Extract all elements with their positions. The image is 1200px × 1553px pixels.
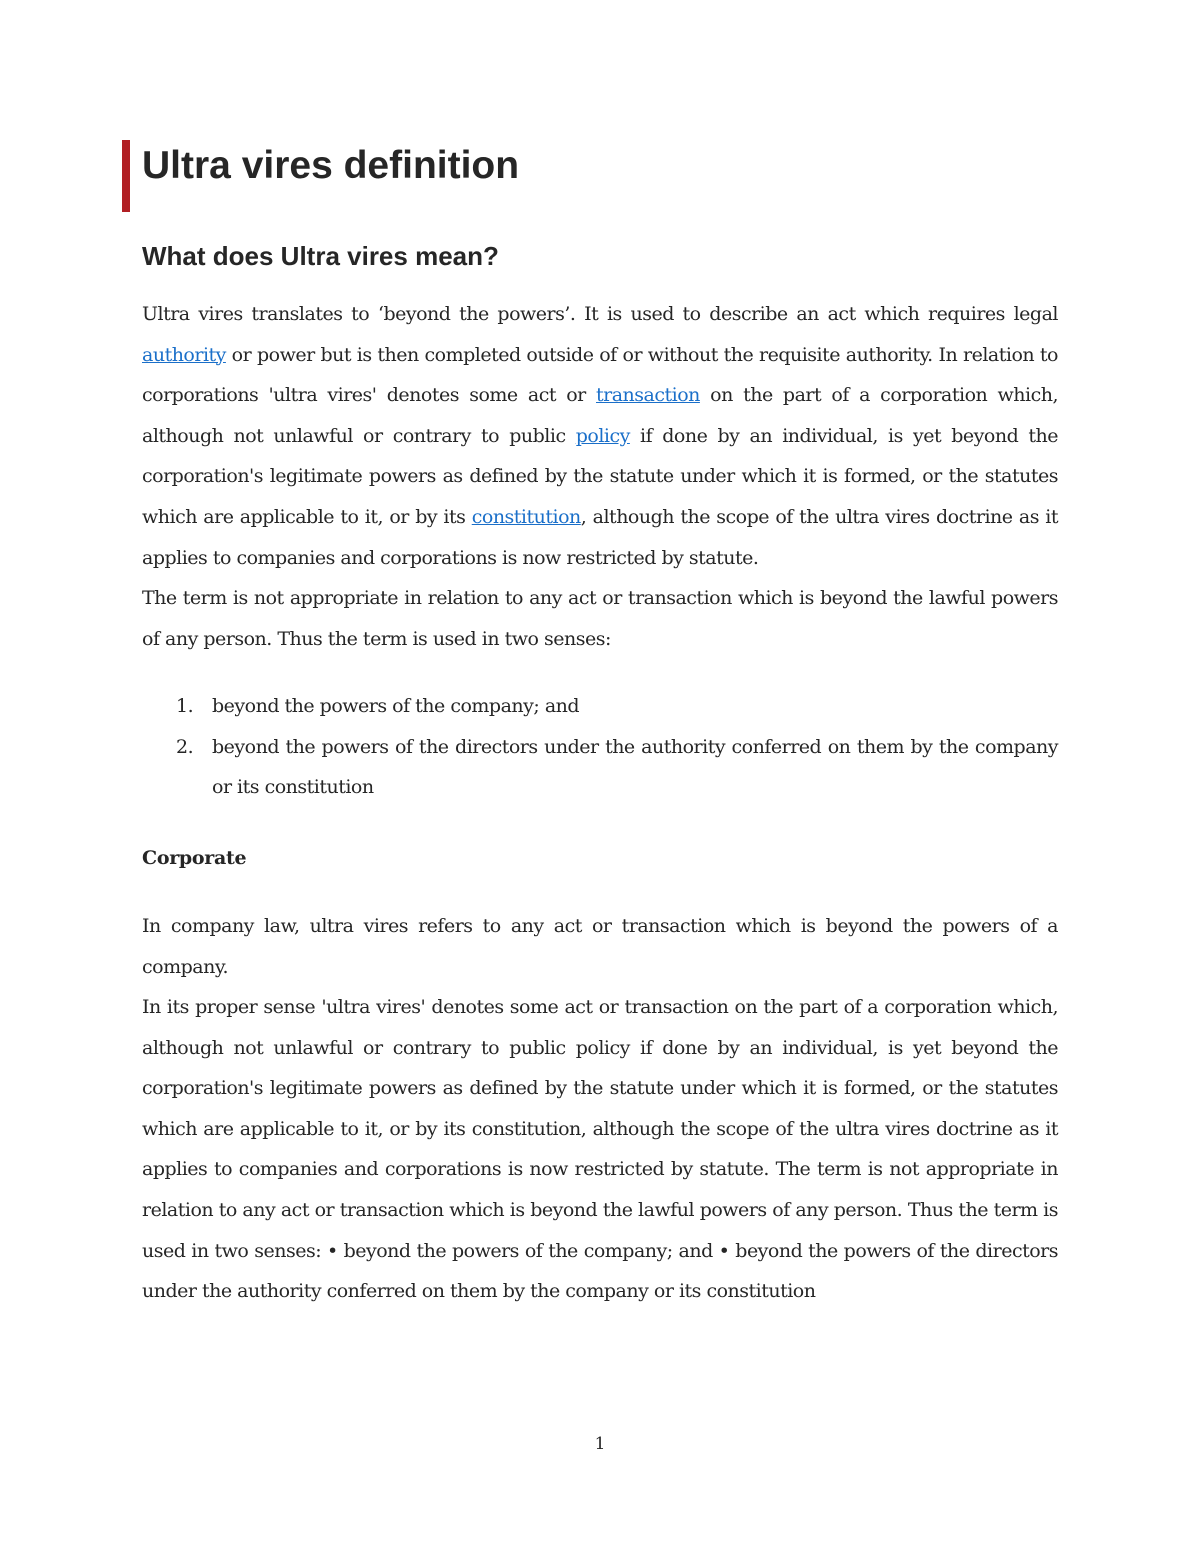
paragraph-company-law: In company law, ultra vires refers to any act or transaction which is beyond the powers of a company. xyxy=(142,915,1058,978)
page-title: Ultra vires definition xyxy=(142,144,520,187)
title-accent-bar xyxy=(122,140,130,212)
page-number: 1 xyxy=(594,1434,606,1454)
list-item-text: beyond the powers of the company; and xyxy=(212,695,580,717)
corporate-heading: Corporate xyxy=(142,847,247,869)
list-item-number: 2. xyxy=(176,735,194,758)
paragraph-text: on the part of a corporation which, although not unlawful or contrary to public xyxy=(142,384,1058,447)
senses-list xyxy=(142,686,1058,808)
list-item xyxy=(142,686,1058,727)
paragraph-text: or power but is then completed outside of or without the requisite authority. In relation to corporations 'ultra vires' denotes some act or xyxy=(142,343,1058,407)
paragraph-text: , although the scope of the ultra vires doctrine as it applies to companies and corporations is now restricted by statute. xyxy=(142,505,1058,569)
list-item-text: beyond the powers of the directors under the authority conferred on them by the company or its constitution xyxy=(212,735,1058,799)
paragraph-definition xyxy=(142,294,1058,578)
paragraph-two-senses: The term is not appropriate in relation to any act or transaction which is beyond the lawful powers of any person. Thus the term is used in two senses: xyxy=(142,587,1058,650)
paragraph-text: if done by an individual, is yet beyond the corporation's legitimate powers as defined by the statute under which it is formed, or the statutes which are applicable to it, or by its xyxy=(142,424,1058,528)
list-item xyxy=(142,727,1058,808)
list-item-number: 1. xyxy=(176,695,194,717)
paragraph-text: Ultra vires translates to ‘beyond the powers’. It is used to describe an act which requires legal xyxy=(142,303,1058,325)
link-transaction[interactable]: transaction xyxy=(596,384,700,407)
link-authority[interactable]: authority xyxy=(142,343,226,366)
paragraph-proper-sense: In its proper sense 'ultra vires' denotes some act or transaction on the part of a corporation which, although not unlawful or contrary to public policy if done by an individual, is yet beyond the corporation's legitimate powers as defined by the statute under which it is formed, or the statutes which are applicable to it, or by its constitution, although the scope of the ultra vires doctrine as it applies to companies and corporations is now restricted by statute. The term is not appropriate in relation to any act or transaction which is beyond the lawful powers of any person. Thus the term is used in two senses: • beyond the powers of the company; and • beyond the powers of the directors under the authority conferred on them by the company or its constitution xyxy=(142,996,1058,1303)
section-subtitle: What does Ultra vires mean? xyxy=(142,241,499,271)
link-policy[interactable]: policy xyxy=(575,424,630,447)
link-constitution[interactable]: constitution xyxy=(471,505,581,528)
title-block xyxy=(122,140,1022,212)
